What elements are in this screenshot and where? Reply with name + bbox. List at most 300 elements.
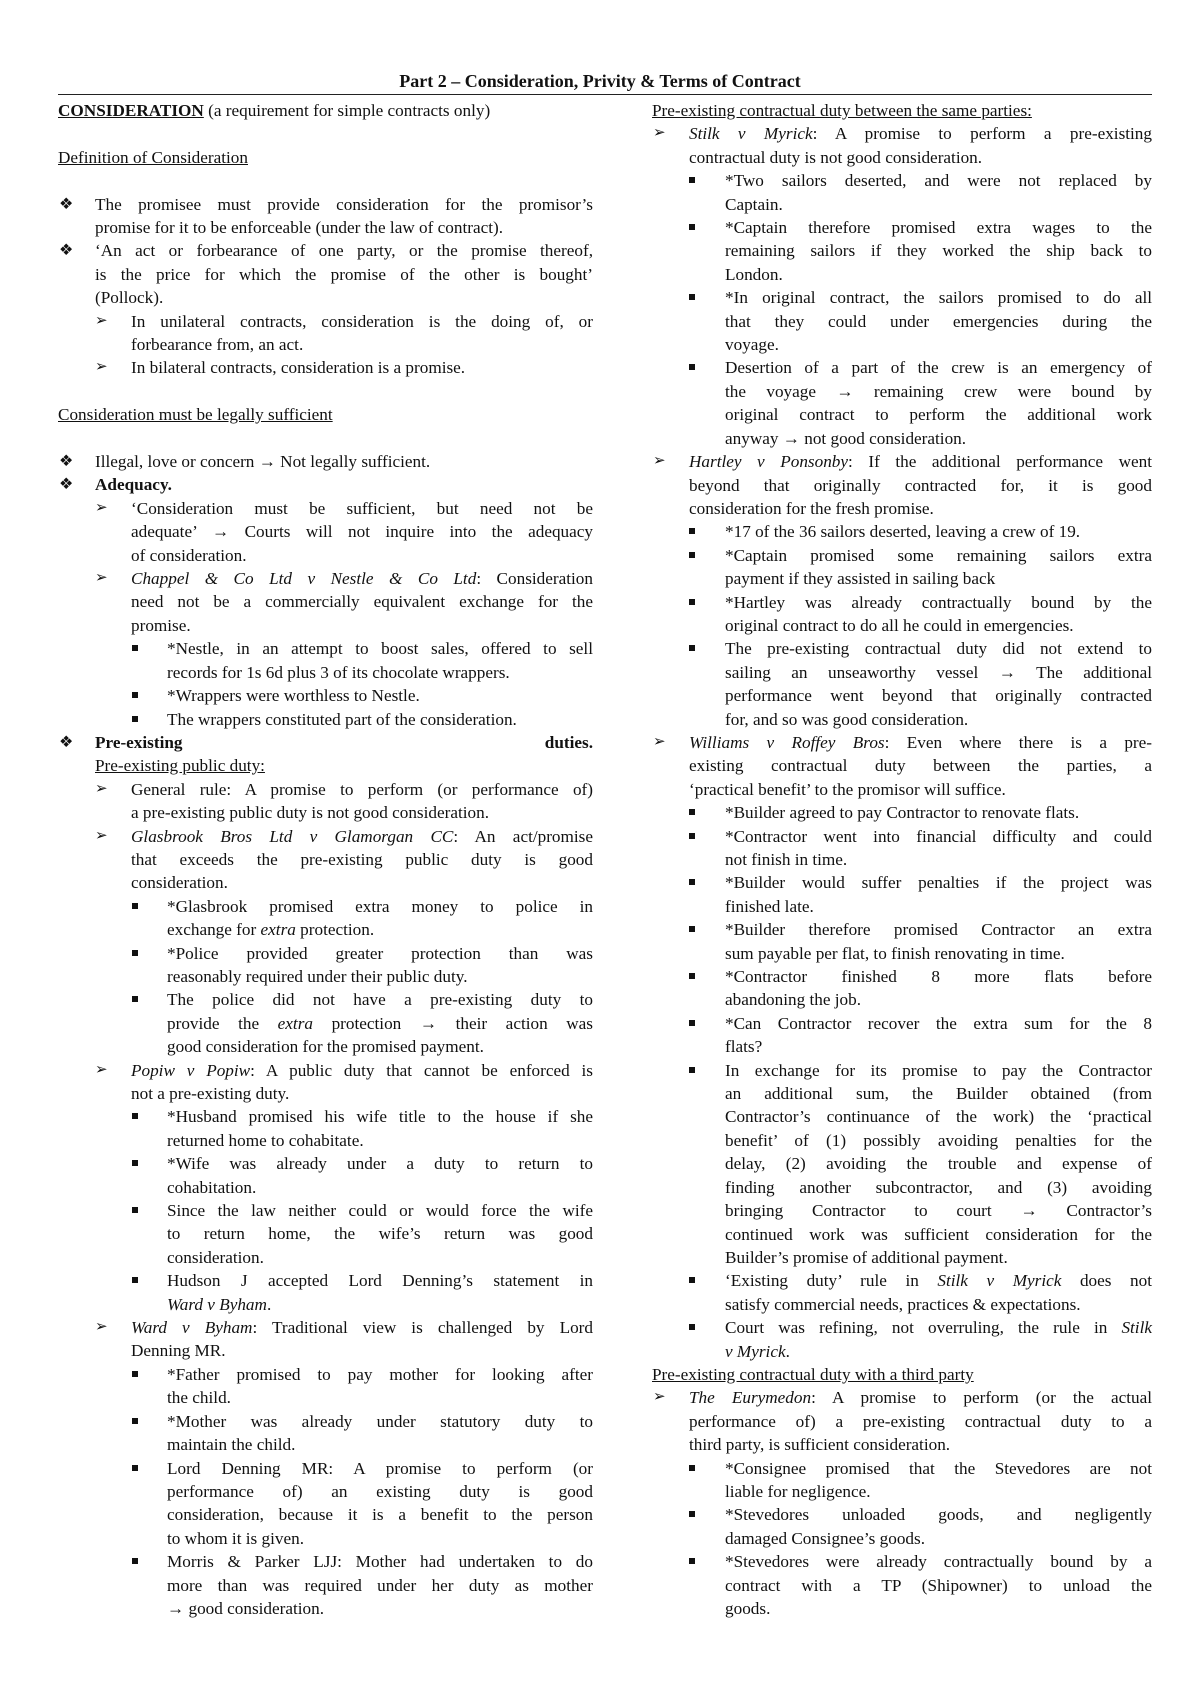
line-text: *Contractor finished 8 more flats before: [725, 967, 1152, 987]
line-text: liable for negligence.: [725, 1481, 871, 1501]
line-text: an additional sum, the Builder obtained (from: [725, 1084, 1152, 1104]
line-text: cohabitation.: [167, 1177, 257, 1197]
text-line: [58, 988, 593, 1011]
text-line: [652, 497, 1152, 520]
line-text: *Can Contractor recover the extra sum for the 8: [725, 1013, 1152, 1033]
square-bullet-icon: [689, 294, 695, 300]
text-line: [652, 450, 1152, 473]
line-text: of consideration.: [131, 545, 247, 565]
line-text: Ward v Byham: Traditional view is challenged by Lord: [131, 1318, 593, 1338]
line-text: beyond that originally contracted for, it is good: [689, 475, 1152, 495]
text-line: [58, 450, 593, 473]
line-text: Hartley v Ponsonby: If the additional performance went: [689, 452, 1152, 472]
text-line: [652, 1035, 1152, 1058]
line-text: *Contractor went into financial difficulty and could: [725, 826, 1152, 846]
line-text: sum payable per flat, to finish renovating in time.: [725, 943, 1065, 963]
line-text: *Stevedores unloaded goods, and negligently: [725, 1505, 1152, 1525]
text-line: [652, 356, 1152, 379]
text-line: [652, 286, 1152, 309]
text-line: [58, 286, 593, 309]
text-line: [58, 193, 593, 216]
line-text: need not be a commercially equivalent exchange for the: [131, 592, 593, 612]
line-text: promise for it to be enforceable (under the law of contract).: [95, 218, 504, 237]
line-text: (Pollock).: [95, 288, 164, 308]
arrowhead-bullet-icon: ➢: [653, 733, 666, 750]
line-text: contractual duty is not good consideration.: [689, 147, 983, 167]
line-text: → good consideration.: [167, 1598, 325, 1618]
text-line: [58, 1105, 593, 1128]
text-line: [652, 1480, 1152, 1503]
line-text: satisfy commercial needs, practices & expectations.: [725, 1294, 1081, 1314]
square-bullet-icon: [132, 950, 138, 956]
square-bullet-icon: [689, 364, 695, 370]
line-text: ‘Consideration must be sufficient, but need not be: [131, 498, 593, 518]
line-text: consideration for the fresh promise.: [689, 498, 934, 518]
line-text: payment if they assisted in sailing back: [725, 569, 996, 589]
square-bullet-icon: [689, 833, 695, 839]
arrowhead-bullet-icon: ➢: [653, 125, 666, 142]
left-column: [58, 99, 593, 1620]
text-line: [58, 684, 593, 707]
text-line: [652, 169, 1152, 192]
text-line: [58, 1059, 593, 1082]
text-line: [652, 1410, 1152, 1433]
square-bullet-icon: [132, 716, 138, 722]
line-text: to whom it is given.: [167, 1528, 305, 1548]
line-text: *Stevedores were already contractually bound by a: [725, 1552, 1152, 1572]
line-text: original contract to perform the additional work: [725, 405, 1152, 425]
text-line: [652, 825, 1152, 848]
section-heading: [58, 146, 593, 169]
line-text: original contract to do all he could in emergencies.: [725, 615, 1074, 635]
text-line: [652, 684, 1152, 707]
square-bullet-icon: [132, 1277, 138, 1283]
line-text: the child.: [167, 1388, 231, 1408]
line-text: continued work was sufficient consideration for the: [725, 1224, 1152, 1244]
text-line: [58, 965, 593, 988]
text-line: [58, 544, 593, 567]
text-line: [58, 1503, 593, 1526]
text-line: [58, 1293, 593, 1316]
text-line: [58, 1269, 593, 1292]
line-text: *Consignee promised that the Stevedores are not: [725, 1458, 1152, 1478]
blank-line: [58, 122, 593, 145]
line-text: *Wrappers were worthless to Nestle.: [167, 686, 420, 706]
square-bullet-icon: [132, 1558, 138, 1564]
line-text: *Captain promised some remaining sailors extra: [725, 545, 1152, 565]
text-line: [652, 310, 1152, 333]
line-text: finished late.: [725, 896, 814, 916]
line-text: Popiw v Popiw: A public duty that cannot be enforced is: [131, 1060, 593, 1080]
text-line: [58, 871, 593, 894]
text-line: [58, 520, 593, 543]
line-text: reasonably required under their public duty.: [167, 966, 468, 986]
text-line: [58, 1363, 593, 1386]
line-text: *Wife was already under a duty to return to: [167, 1154, 593, 1174]
section-heading: [652, 99, 1152, 122]
text-line: [58, 1199, 593, 1222]
arrowhead-bullet-icon: ➢: [95, 499, 108, 516]
text-line: [58, 1550, 593, 1573]
line-text: General rule: A promise to perform (or performance of): [131, 779, 593, 799]
line-text: delay, (2) avoiding the trouble and expense of: [725, 1154, 1152, 1174]
square-bullet-icon: [132, 1371, 138, 1377]
text-line: [652, 988, 1152, 1011]
blank-line: [58, 380, 593, 403]
line-text: consideration, because it is a benefit to the person: [167, 1505, 593, 1525]
text-line: [652, 193, 1152, 216]
line-text: adequate’ → Courts will not inquire into the adequacy: [131, 522, 593, 542]
square-bullet-icon: [689, 926, 695, 932]
line-text: promise.: [131, 615, 191, 635]
square-bullet-icon: [689, 1558, 695, 1564]
square-bullet-icon: [132, 1160, 138, 1166]
square-bullet-icon: [132, 645, 138, 651]
text-line: [652, 474, 1152, 497]
text-line: [652, 1059, 1152, 1082]
line-text: Contractor’s continuance of the work) the ‘practical: [725, 1107, 1152, 1127]
text-line: [652, 1340, 1152, 1363]
text-line: [652, 122, 1152, 145]
text-line: [58, 1152, 593, 1175]
text-line: [652, 708, 1152, 731]
line-text: abandoning the job.: [725, 990, 862, 1010]
square-bullet-icon: [689, 879, 695, 885]
line-text: *17 of the 36 sailors deserted, leaving a crew of 19.: [725, 522, 1081, 542]
line-text: anyway → not good consideration.: [725, 428, 967, 448]
text-line: [652, 427, 1152, 450]
line-text: sailing an unseaworthy vessel → The additional: [725, 662, 1152, 682]
line-text: Hudson J accepted Lord Denning’s statement in: [167, 1271, 593, 1291]
text-line: [58, 1574, 593, 1597]
text-line: [652, 895, 1152, 918]
line-text: provide the extra protection → their action was: [167, 1013, 593, 1033]
line-text: for, and so was good consideration.: [725, 709, 969, 729]
text-line: [652, 1152, 1152, 1175]
line-text: v Myrick.: [725, 1341, 790, 1361]
line-text: benefit’ of (1) possibly avoiding penalties for the: [725, 1130, 1152, 1150]
line-text: The police did not have a pre-existing duty to: [167, 990, 593, 1010]
square-bullet-icon: [689, 973, 695, 979]
arrowhead-bullet-icon: ➢: [95, 312, 108, 329]
text-line: [652, 380, 1152, 403]
diamond-bullet-icon: ❖: [59, 195, 74, 213]
square-bullet-icon: [689, 552, 695, 558]
line-text: The Eurymedon: A promise to perform (or the actual: [689, 1388, 1152, 1408]
line-text: CONSIDERATION (a requirement for simple contracts only): [58, 101, 491, 120]
text-line: [58, 239, 593, 262]
section-heading: [58, 403, 593, 426]
diamond-bullet-icon: ❖: [59, 476, 74, 494]
square-bullet-icon: [689, 1277, 695, 1283]
line-text: *Father promised to pay mother for looking after: [167, 1364, 593, 1384]
line-text: The pre-existing contractual duty did not extend to: [725, 639, 1152, 659]
line-text: Court was refining, not overruling, the rule in Stilk: [725, 1318, 1152, 1338]
text-line: [58, 614, 593, 637]
line-text: voyage.: [725, 335, 779, 355]
line-text: returned home to cohabitate.: [167, 1130, 364, 1150]
line-text: ‘Existing duty’ rule in Stilk v Myrick does not: [725, 1271, 1152, 1291]
line-text: Definition of Consideration: [58, 147, 248, 167]
line-text: *Police provided greater protection than was: [167, 943, 593, 963]
arrowhead-bullet-icon: ➢: [95, 827, 108, 844]
section-heading: [652, 1363, 1152, 1386]
line-text: contract with a TP (Shipowner) to unload the: [725, 1575, 1152, 1595]
text-line: [652, 1503, 1152, 1526]
arrowhead-bullet-icon: ➢: [95, 1319, 108, 1336]
line-text: In bilateral contracts, consideration is a promise.: [131, 358, 466, 378]
text-line: [652, 1176, 1152, 1199]
text-line: [652, 333, 1152, 356]
line-text: Builder’s promise of additional payment.: [725, 1247, 1008, 1267]
text-line: [652, 1223, 1152, 1246]
line-text: Lord Denning MR: A promise to perform (or: [167, 1458, 593, 1478]
blank-line: [58, 169, 593, 192]
arrowhead-bullet-icon: ➢: [95, 1061, 108, 1078]
right-column: [652, 99, 1152, 1620]
text-line: [58, 942, 593, 965]
text-line: [58, 1082, 593, 1105]
square-bullet-icon: [132, 692, 138, 698]
text-line: [652, 1199, 1152, 1222]
square-bullet-icon: [689, 1324, 695, 1330]
text-line: [58, 1433, 593, 1456]
line-text: that they could under emergencies during the: [725, 311, 1152, 331]
line-text: Adequacy.: [95, 475, 172, 495]
line-text: Illegal, love or concern → Not legally sufficient.: [95, 452, 431, 472]
text-line: [652, 1082, 1152, 1105]
text-line: [652, 520, 1152, 543]
square-bullet-icon: [689, 1465, 695, 1471]
line-text: Since the law neither could or would force the wife: [167, 1201, 593, 1221]
square-bullet-icon: [132, 1418, 138, 1424]
text-line: [652, 1012, 1152, 1035]
text-line: [652, 1129, 1152, 1152]
square-bullet-icon: [689, 645, 695, 651]
text-line: [652, 1550, 1152, 1573]
line-text: *Nestle, in an attempt to boost sales, offered to sell: [167, 639, 593, 659]
text-line: [652, 661, 1152, 684]
line-text: exchange for extra protection.: [167, 920, 375, 940]
line-text: Consideration must be legally sufficient: [58, 405, 333, 425]
text-line: [652, 848, 1152, 871]
line-text: *Husband promised his wife title to the house if she: [167, 1107, 593, 1127]
line-text: not finish in time.: [725, 850, 848, 869]
text-line: [58, 356, 593, 379]
text-line: [58, 801, 593, 824]
line-text: consideration.: [167, 1247, 264, 1267]
text-line: [58, 1597, 593, 1620]
text-line: [652, 1105, 1152, 1128]
text-line: [58, 497, 593, 520]
line-text: The promisee must provide consideration for the promisor’s: [95, 194, 593, 214]
text-line: [652, 778, 1152, 801]
square-bullet-icon: [689, 224, 695, 230]
diamond-bullet-icon: ❖: [59, 453, 74, 471]
text-line: [652, 1574, 1152, 1597]
line-text: more than was required under her duty as mother: [167, 1575, 593, 1595]
line-text: maintain the child.: [167, 1435, 296, 1455]
text-line: [58, 731, 593, 754]
line-text: Glasbrook Bros Ltd v Glamorgan CC: An act/promise: [131, 826, 593, 846]
text-line: [652, 965, 1152, 988]
text-line: [652, 544, 1152, 567]
text-line: [58, 1339, 593, 1362]
line-text: Pre-existing public duty:: [95, 756, 265, 776]
line-text: performance of) a pre-existing contractual duty to a: [689, 1411, 1152, 1431]
text-line: [652, 1457, 1152, 1480]
line-text: *Builder would suffer penalties if the project was: [725, 873, 1152, 893]
text-line: [58, 1480, 593, 1503]
line-text: that exceeds the pre-existing public duty is good: [131, 849, 593, 869]
line-text: the voyage → remaining crew were bound by: [725, 381, 1152, 401]
text-line: [58, 637, 593, 660]
square-bullet-icon: [132, 1465, 138, 1471]
text-line: [58, 1316, 593, 1339]
text-line: [58, 1035, 593, 1058]
text-line: [58, 895, 593, 918]
line-text: existing contractual duty between the parties, a: [689, 756, 1152, 776]
text-line: [58, 1457, 593, 1480]
line-text: performance went beyond that originally contracted: [725, 686, 1152, 706]
line-text: goods.: [725, 1599, 771, 1618]
text-line: [652, 1316, 1152, 1339]
text-line: [652, 637, 1152, 660]
line-text: Williams v Roffey Bros: Even where there is a pre-: [689, 732, 1152, 752]
text-line: [58, 310, 593, 333]
line-text: Morris & Parker LJJ: Mother had undertaken to do: [167, 1552, 593, 1572]
text-line: [58, 1246, 593, 1269]
square-bullet-icon: [689, 1511, 695, 1517]
line-text: ‘practical benefit’ to the promisor will suffice.: [689, 779, 1006, 799]
line-text: records for 1s 6d plus 3 of its chocolate wrappers.: [167, 662, 510, 682]
text-line: [58, 1222, 593, 1245]
text-line: [58, 918, 593, 941]
text-line: [58, 708, 593, 731]
line-text: good consideration for the promised payment.: [167, 1037, 484, 1057]
text-line: [652, 614, 1152, 637]
text-line: [58, 825, 593, 848]
text-line: [652, 754, 1152, 777]
arrowhead-bullet-icon: ➢: [653, 453, 666, 470]
line-text: Stilk v Myrick: A promise to perform a pre-existing: [689, 124, 1152, 144]
line-text: flats?: [725, 1037, 763, 1057]
diamond-bullet-icon: ❖: [59, 733, 74, 751]
text-line: [58, 216, 593, 239]
text-line: [652, 263, 1152, 286]
text-line: [58, 1527, 593, 1550]
text-line: [58, 778, 593, 801]
arrowhead-bullet-icon: ➢: [95, 359, 108, 376]
section-heading: [58, 99, 593, 122]
line-text: is the price for which the promise of the other is bought’: [95, 264, 593, 284]
diamond-bullet-icon: ❖: [59, 242, 74, 260]
line-text: *Glasbrook promised extra money to police in: [167, 896, 593, 916]
text-line: [652, 1527, 1152, 1550]
text-line: [58, 1410, 593, 1433]
square-bullet-icon: [689, 177, 695, 183]
line-text: Ward v Byham.: [167, 1294, 272, 1314]
document-title: Part 2 – Consideration, Privity & Terms of Contract: [399, 71, 801, 91]
text-line: [58, 263, 593, 286]
text-line: [652, 1433, 1152, 1456]
line-text: ‘An act or forbearance of one party, or the promise thereof,: [95, 241, 593, 261]
text-line: [58, 333, 593, 356]
line-text: London.: [725, 264, 783, 284]
line-text: consideration.: [131, 873, 228, 893]
line-text: *Two sailors deserted, and were not replaced by: [725, 171, 1152, 191]
square-bullet-icon: [689, 528, 695, 534]
square-bullet-icon: [132, 1113, 138, 1119]
line-text: finding another subcontractor, and (3) avoiding: [725, 1177, 1152, 1197]
line-text: Denning MR.: [131, 1341, 226, 1361]
line-text: Pre-existing contractual duty between the same parties:: [652, 101, 1032, 120]
line-text: remaining sailors if they worked the ship back to: [725, 241, 1152, 261]
text-line: [652, 918, 1152, 941]
line-text: In exchange for its promise to pay the Contractor: [725, 1060, 1152, 1080]
line-text: Desertion of a part of the crew is an emergency of: [725, 358, 1152, 378]
line-text: Pre-existing duties.: [95, 732, 593, 752]
line-text: *Captain therefore promised extra wages to the: [725, 218, 1152, 238]
text-line: [58, 567, 593, 590]
square-bullet-icon: [689, 1067, 695, 1073]
text-line: [58, 1129, 593, 1152]
text-line: [652, 403, 1152, 426]
line-text: third party, is sufficient consideration.: [689, 1435, 951, 1455]
text-line: [652, 801, 1152, 824]
text-line: [58, 661, 593, 684]
text-line: [652, 591, 1152, 614]
square-bullet-icon: [132, 996, 138, 1002]
line-text: damaged Consignee’s goods.: [725, 1528, 926, 1548]
arrowhead-bullet-icon: ➢: [653, 1389, 666, 1406]
line-text: In unilateral contracts, consideration is the doing of, or: [131, 311, 593, 331]
text-line: [58, 590, 593, 613]
text-line: [58, 848, 593, 871]
text-line: [652, 1597, 1152, 1620]
line-text: *Hartley was already contractually bound by the: [725, 592, 1152, 612]
line-text: *Builder agreed to pay Contractor to renovate flats.: [725, 803, 1080, 823]
text-line: [652, 1293, 1152, 1316]
line-text: *Builder therefore promised Contractor an extra: [725, 920, 1152, 940]
line-text: forbearance from, an act.: [131, 335, 304, 355]
line-text: not a pre-existing duty.: [131, 1084, 290, 1103]
arrowhead-bullet-icon: ➢: [95, 570, 108, 587]
text-line: [58, 1176, 593, 1199]
line-text: a pre-existing public duty is not good consideration.: [131, 803, 490, 823]
line-text: to return home, the wife’s return was good: [167, 1224, 593, 1244]
text-line: [652, 567, 1152, 590]
text-line: [652, 146, 1152, 169]
text-line: [652, 216, 1152, 239]
line-text: *In original contract, the sailors promised to do all: [725, 288, 1152, 308]
text-line: [58, 473, 593, 496]
line-text: *Mother was already under statutory duty to: [167, 1411, 593, 1431]
square-bullet-icon: [132, 903, 138, 909]
line-text: Pre-existing contractual duty with a third party: [652, 1364, 974, 1384]
square-bullet-icon: [689, 809, 695, 815]
text-line: [652, 871, 1152, 894]
square-bullet-icon: [689, 599, 695, 605]
text-line: [652, 1269, 1152, 1292]
line-text: performance of) an existing duty is good: [167, 1481, 593, 1501]
square-bullet-icon: [132, 1207, 138, 1213]
text-line: [58, 1012, 593, 1035]
title-divider: [58, 94, 1152, 95]
text-line: [652, 942, 1152, 965]
text-line: [652, 731, 1152, 754]
text-line: [652, 239, 1152, 262]
